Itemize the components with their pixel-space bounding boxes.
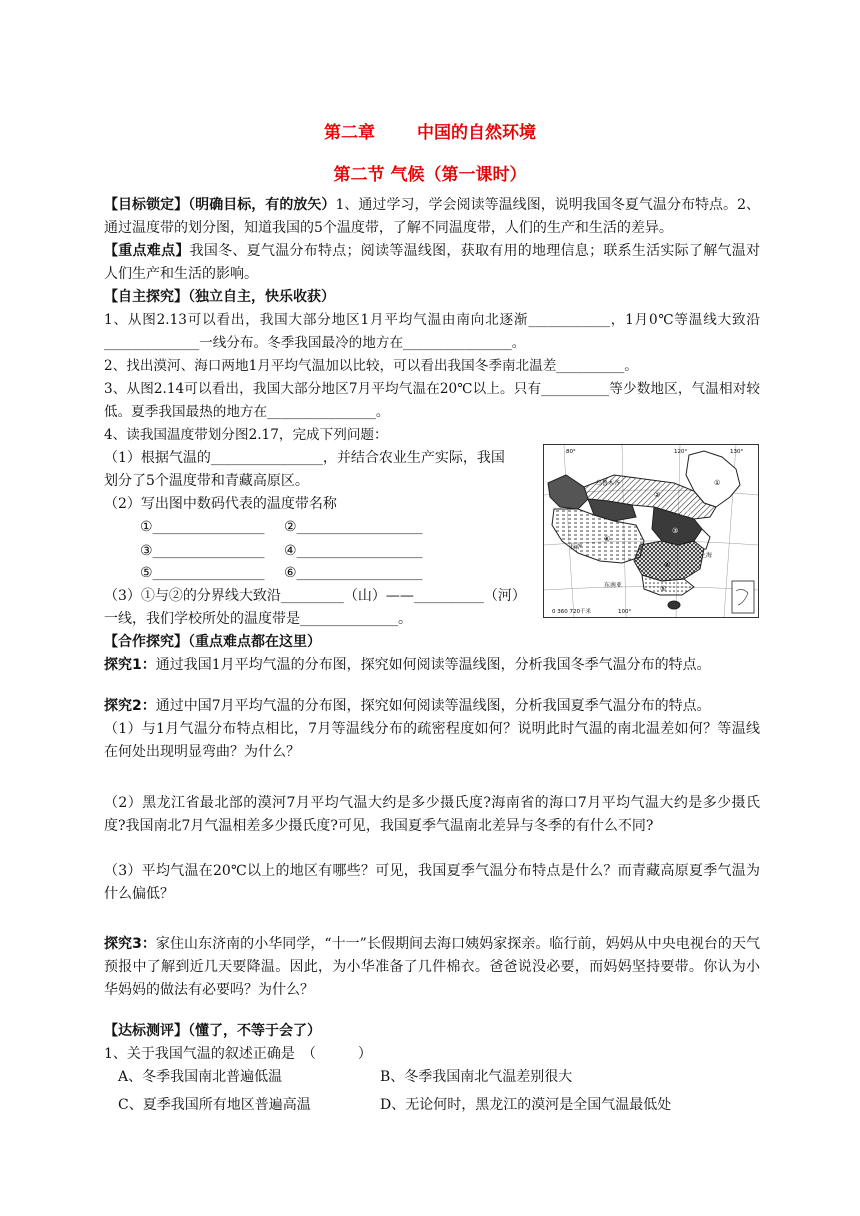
option-b: B、冬季我国南北气温差别很大 <box>380 1069 573 1085</box>
chapter-title <box>0 118 860 143</box>
goal-text: 1、通过学习，学会阅读等温线图，说明我国冬夏气温分布特点。2、通过温度带的划分图，知道我国的5个温度带，了解不同温度带，人们的生产和生活的差异。 <box>104 197 760 236</box>
map-lon-100: 100° <box>618 609 632 615</box>
map-scale: 0 360 720千米 <box>552 609 591 615</box>
option-d: D、无论何时，黑龙江的漠河是全国气温最低处 <box>380 1097 672 1113</box>
option-c: C、夏季我国所有地区普遍高温 <box>118 1097 311 1113</box>
explore-3-label: 探究3： <box>104 936 156 952</box>
map-lon-80: 80° <box>566 449 576 455</box>
explore-1-text: 通过我国1月平均气温的分布图，探究如何阅读等温线图，分析我国冬季气温分布的特点。 <box>155 657 711 673</box>
goal-head: 【目标锁定】（明确目标，有的放矢） <box>104 197 336 213</box>
chapter-name: 中国的自然环境 <box>417 123 536 143</box>
coop-head: 【合作探究】（重点难点都在这里） <box>104 634 321 650</box>
self-q4-3a: （3）①与②的分界线大致沿_________（山）——__________（河） <box>104 588 526 604</box>
blank-3: ③________________ <box>140 543 265 559</box>
china-map-figure <box>544 445 758 617</box>
section-title: 第二节 气候（第一课时） <box>333 165 527 185</box>
self-q4-3b: 一线，我们学校所处的温度带是______________。 <box>104 611 412 627</box>
map-lon-120: 120° <box>674 449 688 455</box>
key-head: 【重点难点】 <box>104 243 190 259</box>
blank-1: ①________________ <box>140 519 265 535</box>
map-zone-5: ⑤ <box>660 585 667 593</box>
key-text: 我国冬、夏气温分布特点；阅读等温线图，获取有用的地理信息；联系生活实际了解气温对人们生产和生活的影响。 <box>104 243 761 282</box>
explore-3 <box>104 933 760 1002</box>
map-lon-130: 130° <box>730 449 744 455</box>
self-q4: 4、读我国温度带划分图2.17，完成下列问题： <box>104 427 388 443</box>
explore-1 <box>104 654 760 677</box>
map-label-shanghai: 上海 <box>700 552 713 559</box>
blank-4: ④__________________ <box>284 543 423 559</box>
self-study-head: 【自主探究】（独立自主，快乐收获） <box>104 289 335 305</box>
test-q1: 1、关于我国气温的叙述正确是 （ ） <box>104 1046 372 1062</box>
option-a: A、冬季我国南北普遍低温 <box>118 1069 283 1085</box>
map-zone-1: ① <box>714 479 721 487</box>
chapter-number: 第二章 <box>324 123 375 143</box>
explore-2-text: 通过中国7月平均气温的分布图，探究如何阅读等温线图，分析我国夏季气温分布的特点。 <box>155 698 711 714</box>
explore-3-text: 家住山东济南的小华同学，“十一”长假期间去海口姨妈家探亲。临行前，妈妈从中央电视台的天气预报中了解到近几天要降温。因此，为小华准备了几件棉衣。爸爸说没必要，而妈妈坚持要带。你认为小华妈妈的做法有必要吗？为什么？ <box>104 936 760 998</box>
map-label-urumqi: 乌鲁木齐 <box>596 480 621 487</box>
explore-2-q1: （1）与1月气温分布特点相比，7月等温线分布的疏密程度如何？说明此时气温的南北温差如何？等温线在何处出现明显弯曲？为什么？ <box>104 721 760 760</box>
self-q2: 2、找出漠河、海口两地1月平均气温加以比较，可以看出我国冬季南北温差__________。 <box>104 358 638 374</box>
blank-5: ⑤________________ <box>140 565 265 581</box>
self-q1: 1、从图2.13可以看出，我国大部分地区1月平均气温由南向北逐渐____________，1月0℃等温线大致沿______________一线分布。冬季我国最冷的地方在________________。 <box>104 312 760 351</box>
self-q4-1b: 划分了5个温度带和青藏高原区。 <box>104 473 309 489</box>
explore-2-label: 探究2： <box>104 698 156 714</box>
self-q4-2: （2）写出图中数码代表的温度带名称 <box>104 496 337 512</box>
explore-1-label: 探究1： <box>104 657 156 673</box>
map-label-lhasa: 拉萨 <box>570 544 583 551</box>
map-zone-4: ④ <box>664 561 671 569</box>
map-label-sea: 东南亚 <box>604 582 623 589</box>
test-head: 【达标测评】（懂了，不等于会了） <box>104 1023 321 1039</box>
map-zone-6: ⑥ <box>604 535 611 543</box>
key-paragraph <box>104 240 760 286</box>
self-q3: 3、从图2.14可以看出，我国大部分地区7月平均气温在20℃以上。只有__________等少数地区，气温相对较低。夏季我国最热的地方在________________。 <box>104 381 760 420</box>
blank-2: ②__________________ <box>284 519 423 535</box>
blank-6: ⑥__________________ <box>284 565 423 581</box>
temperature-zone-map <box>543 444 759 618</box>
self-q4-1a: （1）根据气温的________________，并结合农业生产实际，我国 <box>104 450 505 466</box>
map-label-beijing: 北京 <box>680 510 693 517</box>
map-zone-2: ② <box>654 491 661 499</box>
explore-2 <box>104 695 760 718</box>
map-zone-3: ③ <box>672 527 679 535</box>
goal-paragraph <box>104 194 760 240</box>
explore-2-q3: （3）平均气温在20℃以上的地区有哪些？可见，我国夏季气温分布特点是什么？而青藏高原夏季气温为什么偏低？ <box>104 863 760 902</box>
explore-2-q2: （2）黑龙江省最北部的漠河7月平均气温大约是多少摄氏度?海南省的海口7月平均气温大约是多少摄氏度?我国南北7月气温相差多少摄氏度?可见，我国夏季气温南北差异与冬季的有什么不同? <box>104 795 760 834</box>
